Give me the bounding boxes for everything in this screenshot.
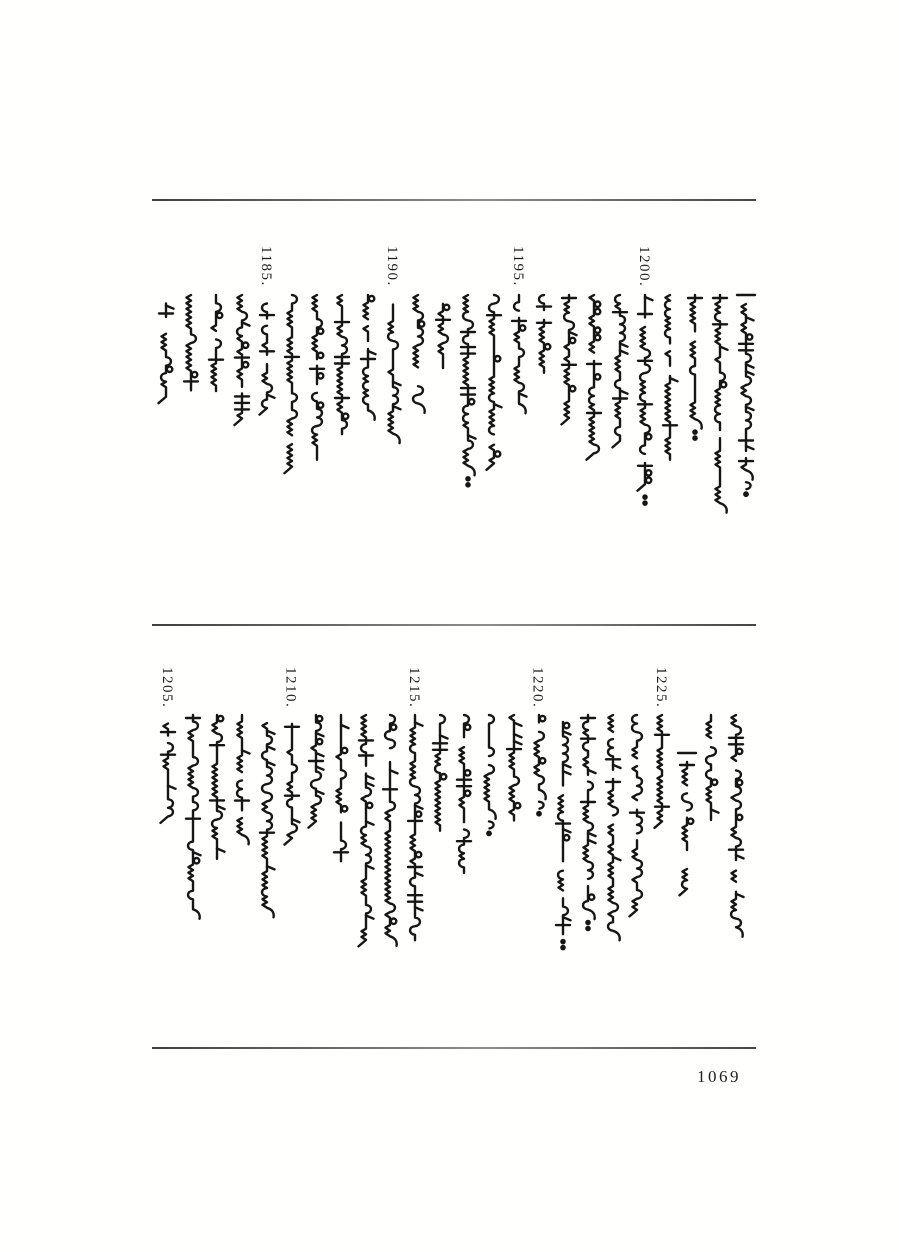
line-number-label: 1225. <box>653 667 669 709</box>
line-number-label: 1195. <box>509 246 526 287</box>
line-number-label: 1205. <box>159 667 175 709</box>
line-number-label: 1220. <box>529 667 546 709</box>
line-number-label: 1210. <box>282 667 299 709</box>
line-number-label: 1200. <box>635 246 652 288</box>
page-number: 1069 <box>697 1067 741 1086</box>
bottom-rule <box>152 1047 756 1049</box>
line-number-label: 1185. <box>257 246 274 287</box>
script-line <box>719 711 753 946</box>
line-number-label: 1190. <box>383 246 400 287</box>
line-number-label: 1215. <box>406 667 422 709</box>
